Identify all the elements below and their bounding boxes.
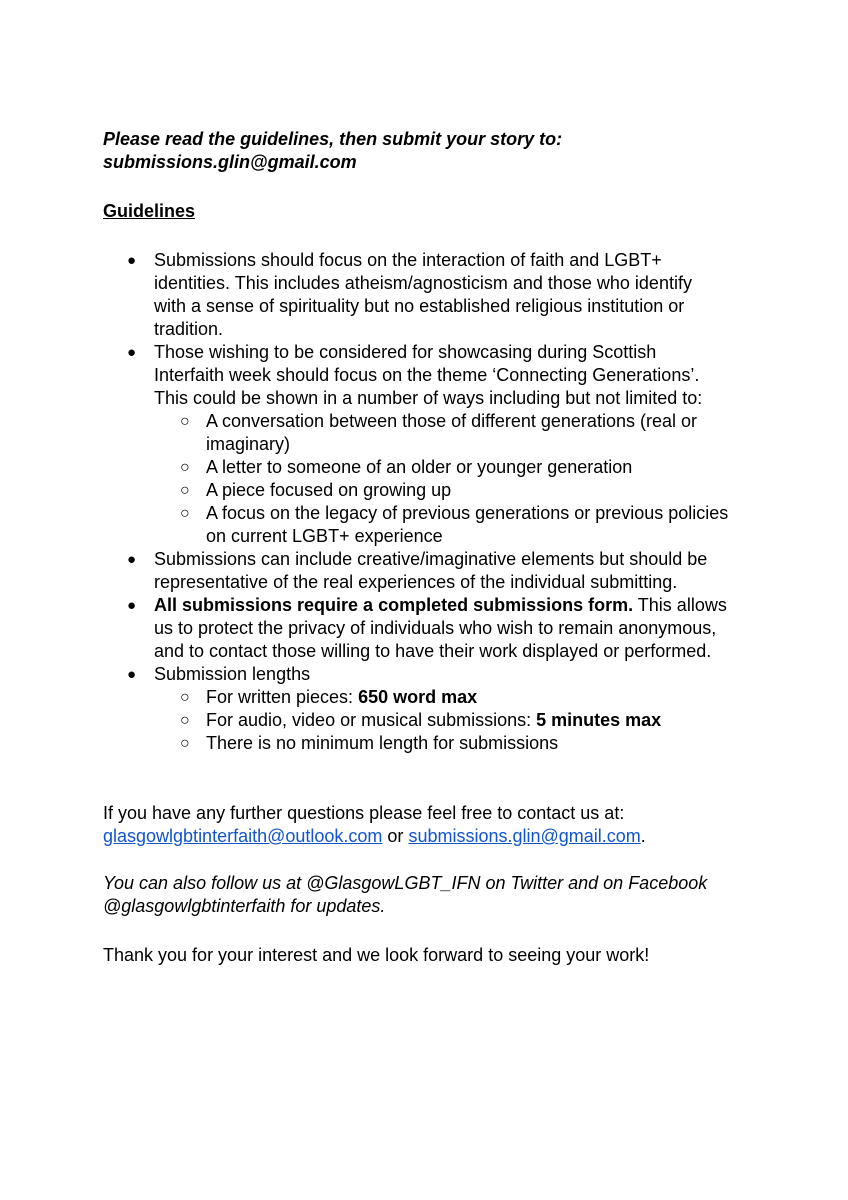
follow-paragraph <box>103 872 783 918</box>
sub-list-item <box>103 410 783 456</box>
sub-list-item <box>103 502 783 548</box>
follow-text: @glasgowlgbtinterfaith for updates. <box>103 896 386 916</box>
intro-email: submissions.glin@gmail.com <box>103 152 357 172</box>
sub-item-text: There is no minimum length for submissions <box>206 733 559 753</box>
item-text <box>154 594 783 617</box>
contact-emails <box>103 825 783 848</box>
item-text: and to contact those willing to have their work displayed or performed. <box>154 641 712 661</box>
list-item <box>103 341 783 410</box>
sub-item-text: on current LGBT+ experience <box>206 526 443 546</box>
outlook-email-link[interactable]: glasgowlgbtinterfaith@outlook.com <box>103 826 383 846</box>
sub-list-item <box>103 732 783 755</box>
sub-item-text: A conversation between those of different generations (real or <box>206 411 697 431</box>
circle-bullet-icon: ○ <box>180 689 190 706</box>
sub-list-item <box>103 456 783 479</box>
circle-bullet-icon: ○ <box>180 413 190 430</box>
word-limit: 650 word max <box>358 687 478 707</box>
bullet-icon: ● <box>127 551 137 568</box>
bullet-icon: ● <box>127 344 137 361</box>
item-text: us to protect the privacy of individuals who wish to remain anonymous, <box>154 618 717 638</box>
item-text: This could be shown in a number of ways including but not limited to: <box>154 388 703 408</box>
list-item <box>103 663 783 686</box>
item-text: Submissions should focus on the interaction of faith and LGBT+ <box>154 250 662 270</box>
sub-item-text: imaginary) <box>206 434 291 454</box>
guidelines-list <box>103 249 783 755</box>
item-text: Submissions can include creative/imaginative elements but should be <box>154 549 708 569</box>
contact-or: or <box>382 826 409 846</box>
gmail-email-link[interactable]: submissions.glin@gmail.com <box>408 826 641 846</box>
list-item <box>103 594 783 663</box>
bullet-icon: ● <box>127 597 137 614</box>
sub-item-text <box>206 709 783 732</box>
sub-list-item <box>103 709 783 732</box>
sub-list-item <box>103 686 783 709</box>
list-item <box>103 548 783 594</box>
intro-text <box>103 128 783 174</box>
bullet-icon: ● <box>127 666 137 683</box>
bold-requirement: All submissions require a completed submissions form. <box>154 595 634 615</box>
circle-bullet-icon: ○ <box>180 482 190 499</box>
sub-item-text: A piece focused on growing up <box>206 480 452 500</box>
item-text: Submission lengths <box>154 664 311 684</box>
contact-paragraph <box>103 802 783 848</box>
contact-text: If you have any further questions please feel free to contact us at: <box>103 803 625 823</box>
sub-item-prefix: For audio, video or musical submissions: <box>206 710 537 730</box>
item-text: Interfaith week should focus on the theme ‘Connecting Generations’. <box>154 365 700 385</box>
circle-bullet-icon: ○ <box>180 712 190 729</box>
circle-bullet-icon: ○ <box>180 735 190 752</box>
sub-list-item <box>103 479 783 502</box>
follow-text: You can also follow us at @GlasgowLGBT_IFN on Twitter and on Facebook <box>103 873 708 893</box>
contact-period: . <box>640 826 646 846</box>
thanks-paragraph: Thank you for your interest and we look forward to seeing your work! <box>103 945 650 965</box>
circle-bullet-icon: ○ <box>180 459 190 476</box>
sub-item-text: A focus on the legacy of previous generations or previous policies <box>206 503 729 523</box>
item-text-rest: This allows <box>633 595 727 615</box>
guidelines-heading: Guidelines <box>103 201 196 221</box>
sub-item-text: A letter to someone of an older or younger generation <box>206 457 633 477</box>
circle-bullet-icon: ○ <box>180 505 190 522</box>
item-text: Those wishing to be considered for showcasing during Scottish <box>154 342 657 362</box>
item-text: tradition. <box>154 319 224 339</box>
list-item <box>103 249 783 341</box>
bullet-icon: ● <box>127 252 137 269</box>
sub-item-text <box>206 686 783 709</box>
item-text: with a sense of spirituality but no established religious institution or <box>154 296 685 316</box>
time-limit: 5 minutes max <box>536 710 662 730</box>
item-text: representative of the real experiences of the individual submitting. <box>154 572 678 592</box>
item-text: identities. This includes atheism/agnosticism and those who identify <box>154 273 692 293</box>
intro-line-1: Please read the guidelines, then submit your story to: <box>103 129 563 149</box>
sub-item-prefix: For written pieces: <box>206 687 359 707</box>
